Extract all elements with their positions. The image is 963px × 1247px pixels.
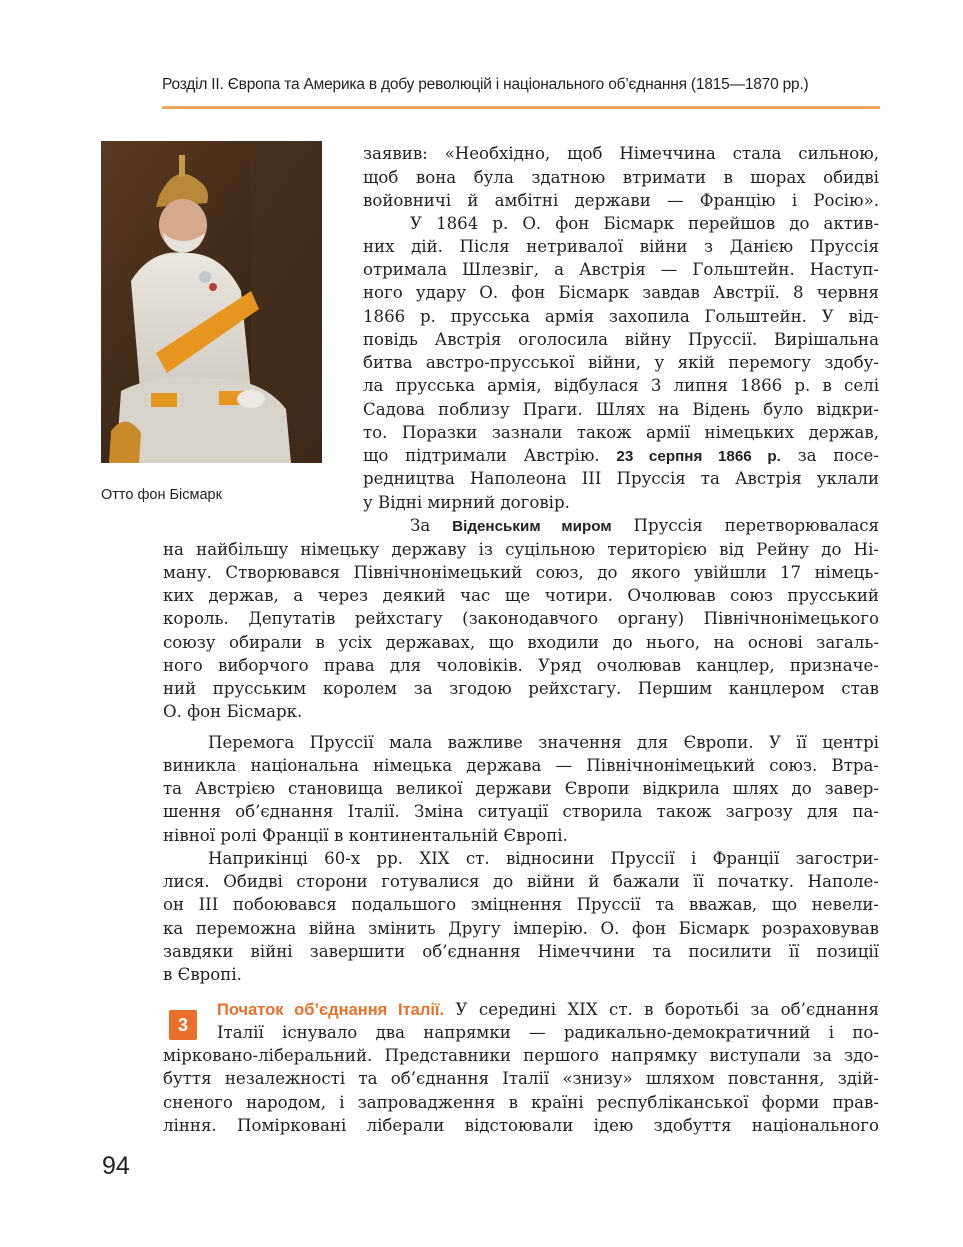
text-line: виникла національна німецька держава — Північнонімецький союз. Втра- (163, 756, 879, 775)
text-line: 1866 р. прусська армія захопила Гольштейн. У від- (363, 307, 879, 326)
date-highlight: 23 серпня 1866 р. (616, 448, 781, 465)
text-line: та Австрією становища великої держави Європи відкрила шлях до завер- (163, 779, 879, 798)
text-line: мірковано-ліберальний. Представники першого напрямку виступали за здо- (163, 1046, 879, 1065)
text-line: Італії існувало два напрямки — радикально-демократичний і по- (217, 1023, 879, 1042)
text-span: За (410, 516, 431, 535)
text-line: Садова поблизу Праги. Шлях на Відень було відкри- (363, 400, 879, 419)
text-line: войовничі й амбітні держави — Францію і Росію». (363, 191, 879, 210)
text-span: що підтримали Австрію. (363, 446, 600, 465)
text-line: ка переможна війна змінить Другу імперію. О. фон Бісмарк розраховував (163, 919, 879, 938)
text-line-mixed (363, 444, 879, 467)
text-span: У середині XIX ст. в боротьбі за об’єднання (455, 1000, 879, 1019)
text-line: заявив: «Необхідно, щоб Німеччина стала сильною, (363, 144, 879, 163)
page-number: 94 (102, 1152, 130, 1180)
text-line: он III побоювався подальшого зміцнення Пруссії та вважав, що невели- (163, 895, 879, 914)
text-line: ману. Створювався Північнонімецький союз, до якого увійшли 17 німець- (163, 563, 879, 582)
text-line: союзу обирали в усіх державах, що входили до нього, на основі загаль- (163, 633, 879, 652)
text-line: лися. Обидві сторони готувалися до війни й бажали її початку. Наполе- (163, 872, 879, 891)
text-line: ний прусським королем за згодою рейхстагу. Першим канцлером став (163, 679, 879, 698)
text-line: О. фон Бісмарк. (163, 702, 303, 721)
text-span: Пруссія перетворювалася (633, 516, 879, 535)
text-line: ління. Помірковані ліберали відстоювали ідею здобуття національного (163, 1116, 879, 1135)
text-line: отримала Шлезвіг, а Австрія — Гольштейн. Наступ- (363, 260, 879, 279)
text-span: за посе- (797, 446, 879, 465)
text-line: повідь Австрія оголосила війну Пруссії. Вирішальна (363, 330, 879, 349)
section-heading-line (217, 998, 879, 1021)
text-line: Наприкінці 60-х рр. XIX ст. відносини Пруссії і Франції загостри- (208, 849, 879, 868)
bismarck-portrait (101, 141, 322, 463)
text-line: ного удару О. фон Бісмарк завдав Австрії. 8 червня (363, 283, 879, 302)
text-line: ного виборчого права для чоловіків. Уряд очолював канцлер, призначе- (163, 656, 879, 675)
section-number-badge: 3 (169, 1010, 197, 1040)
text-line: редництва Наполеона III Пруссія та Австрія уклали (363, 469, 879, 488)
text-line: в Європі. (163, 965, 242, 984)
section-title: Початок об’єднання Італії. (217, 1001, 445, 1019)
text-line: битва австро-прусської війни, у якій перемогу здобу- (363, 353, 879, 372)
text-line: шення об’єднання Італії. Зміна ситуації створила також загрозу для па- (163, 802, 879, 821)
header-rule (162, 106, 880, 109)
text-line: ла прусська армія, відбулася 3 липня 1866 р. в селі (363, 376, 879, 395)
portrait-caption: Отто фон Бісмарк (101, 487, 222, 503)
text-line: на найбільшу німецьку державу із суцільною територією від Рейну до Ні- (163, 540, 879, 559)
text-line: нівної ролі Франції в континентальній Європі. (163, 826, 568, 845)
text-line: Перемога Пруссії мала важливе значення для Європи. У її центрі (208, 733, 879, 752)
portrait-painting-icon (101, 141, 322, 463)
text-line: то. Поразки зазнали також армії німецьких держав, (363, 423, 879, 442)
text-line: сненого народом, і запровадження в країні республіканської форми прав- (163, 1093, 879, 1112)
text-line: ких держав, а через деякий час ще чотири. Очолював союз прусський (163, 586, 879, 605)
text-line-mixed (410, 514, 879, 537)
running-header: Розділ ІІ. Європа та Америка в добу революцій і національного об’єднання (1815—1870 рр.) (162, 76, 809, 93)
text-line: король. Депутатів рейхстагу (законодавчого органу) Північнонімецького (163, 609, 879, 628)
term-highlight: Віденським миром (452, 518, 612, 535)
text-line: них дій. Після нетривалої війни з Данією Пруссія (363, 237, 879, 256)
text-line: буття незалежності та об’єднання Італії «знизу» шляхом повстання, здій- (163, 1069, 879, 1088)
text-line: у Відні мирний договір. (363, 493, 570, 512)
text-line: У 1864 р. О. фон Бісмарк перейшов до актив- (410, 214, 879, 233)
text-line: щоб вона була здатною втримати в шорах обидві (363, 168, 879, 187)
text-line: завдяки війні завершити об’єднання Німеччини та посилити її позиції (163, 942, 879, 961)
